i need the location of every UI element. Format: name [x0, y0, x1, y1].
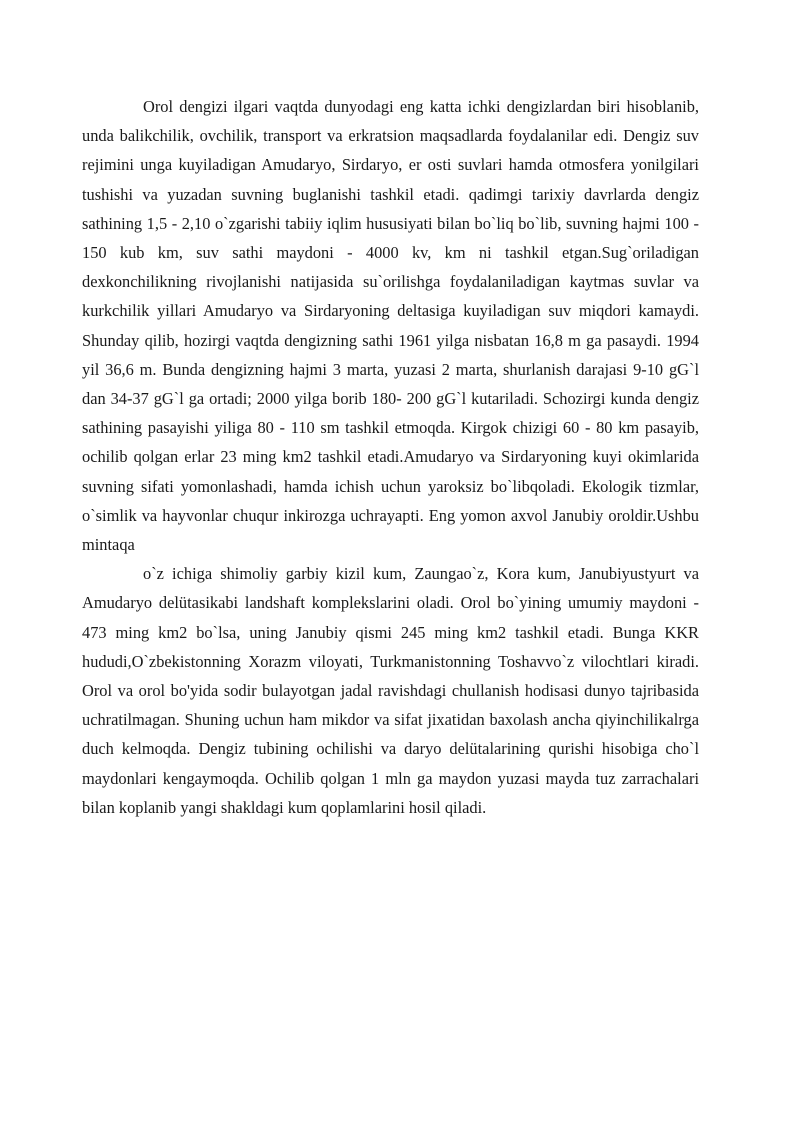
paragraph-aral-sea-history: Orol dengizi ilgari vaqtda dunyodagi eng katta ichki dengizlardan biri hisoblanib, unda balikchilik, ovchilik, transport va erkratsion maqsadlarda foydalanilar edi. Dengiz suv rejimini unga kuyiladigan Amudaryo, Sirdaryo, er osti suvlari hamda otmosfera yonilgilari tushishi va yuzadan suvning buglanishi tashkil etadi. qadimgi tarixiy davrlarda dengiz sathining 1,5 - 2,10 o`zgarishi tabiiy iqlim hususiyati bilan bo`liq bo`lib, suvning hajmi 100 - 150 kub km, suv sathi maydoni - 4000 kv, km ni tashkil etgan.Sug`oriladigan dexkonchilikning rivojlanishi natijasida su`orilishga foydalaniladigan kaytmas suvlar va kurkchilik yillari Amudaryo va Sirdaryoning deltasiga kuyiladigan suv miqdori kamaydi. Shunday qilib, hozirgi vaqtda dengizning sathi 1961 yilga nisbatan 16,8 m ga pasaydi. 1994 yil 36,6 m. Bunda dengizning hajmi 3 marta, yuzasi 2 marta, shurlanish darajasi 9-10 gG`l dan 34-37 gG`l ga ortadi; 2000 yilga borib 180- 200 gG`l kutariladi. Schozirgi kunda dengiz sathining pasayishi yiliga 80 - 110 sm tashkil etmoqda. Kirgok chizigi 60 - 80 km pasayib, ochilib qolgan erlar 23 ming km2 tashkil etadi.Amudaryo va Sirdaryoning kuyi okimlarida suvning sifati yomonlashadi, hamda ichish uchun yaroksiz bo`libqoladi. Ekologik tizmlar, o`simlik va hayvonlar chuqur inkirozga uchrayapti. Eng yomon axvol Janubiy oroldir.Ushbu mintaqa	[82, 97, 699, 555]
document-page	[82, 92, 699, 822]
paragraph-aral-region-desertification: o`z ichiga shimoliy garbiy kizil kum, Zaungao`z, Kora kum, Janubiyustyurt va Amudaryo delütasikabi landshaft komplekslarini oladi. Orol bo`yining umumiy maydoni - 473 ming km2 bo`lsa, uning Janubiy qismi 245 ming km2 tashkil etadi. Bunga KKR hududi,O`zbekistonning Xorazm viloyati, Turkmanistonning Toshavvo`z vilochtlari kiradi. Orol va orol bo'yida sodir bulayotgan jadal ravishdagi chullanish hodisasi dunyo tajribasida uchratilmagan. Shuning uchun ham mikdor va sifat jixatidan baxolash ancha qiyinchilikalrga duch kelmoqda. Dengiz tubining ochilishi va daryo delütalarining qurishi hisobiga cho`l maydonlari kengaymoqda. Ochilib qolgan 1 mln ga maydon yuzasi mayda tuz zarrachalari bilan koplanib yangi shakldagi kum qoplamlarini hosil qiladi.	[82, 564, 699, 817]
